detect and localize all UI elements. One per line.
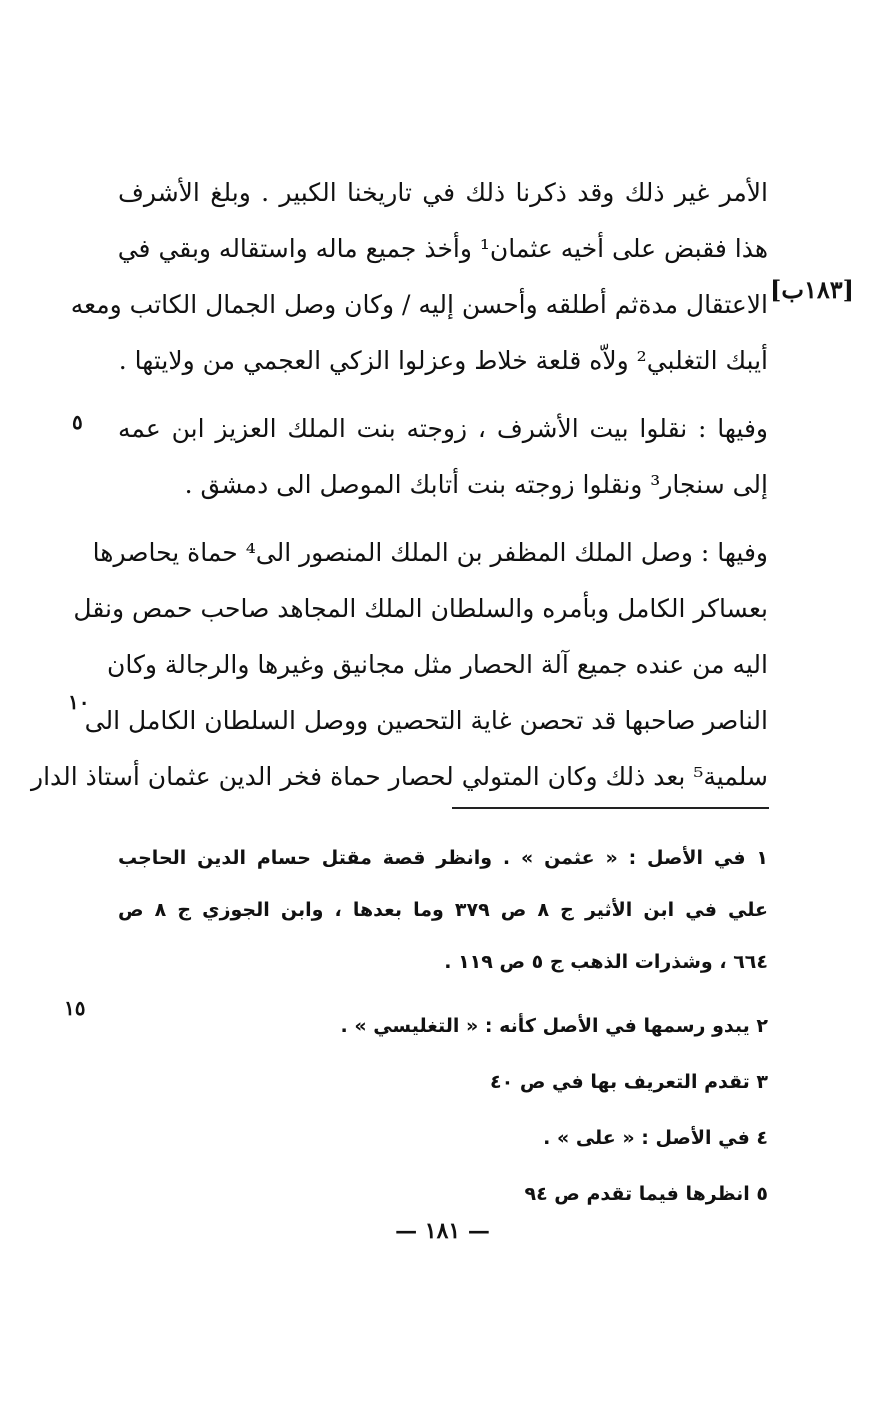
- line-number-5: ٥: [72, 410, 83, 434]
- text-line: وفيها : نقلوا بيت الأشرف ، زوجته بنت الملك العزيز ابن عمه: [118, 414, 768, 443]
- text-line: سلمية⁵ بعد ذلك وكان المتولي لحصار حماة فخر الدين عثمان أستاذ الدار: [31, 762, 768, 791]
- footnote-4: ٤ في الأصل : « على » .: [543, 1127, 768, 1149]
- text-line: هذا فقبض على أخيه عثمان¹ وأخذ جميع ماله واستقاله وبقي في: [117, 234, 768, 263]
- footnote-3: ٣ تقدم التعريف بها في ص ٤٠: [490, 1071, 768, 1093]
- text-line: وفيها : وصل الملك المظفر بن الملك المنصور الى⁴ حماة يحاصرها: [92, 538, 768, 567]
- text-line: إلى سنجار³ ونقلوا زوجته بنت أتابك الموصل الى دمشق .: [184, 470, 768, 499]
- footnote-2: ٢ يبدو رسمها في الأصل كأنه : « التغليسي » .: [340, 1015, 768, 1037]
- line-number-10: ١٠: [68, 690, 90, 714]
- footnote-line: ١ في الأصل : « عثمن » . وانظر قصة مقتل حسام الدين الحاجب: [118, 847, 768, 869]
- paragraph-2: [118, 401, 768, 513]
- footnote-5: ٥ انظرها فيما تقدم ص ٩٤: [524, 1183, 768, 1205]
- manuscript-folio-marker: [١٨٣ب]: [770, 275, 854, 304]
- footnote-divider: [452, 807, 769, 809]
- text-line: اليه من عنده جميع آلة الحصار مثل مجانيق وغيرها والرجالة وكان: [107, 650, 768, 679]
- footnote-1: [118, 832, 768, 988]
- text-line: الناصر صاحبها قد تحصن غاية التحصين ووصل السلطان الكامل الى: [84, 706, 768, 735]
- footnotes: [118, 832, 768, 1222]
- text-line: بعساكر الكامل وبأمره والسلطان الملك المجاهد صاحب حمص ونقل: [73, 594, 768, 623]
- paragraph-1: [70, 165, 768, 389]
- text-line: الاعتقال مدةثم أطلقه وأحسن إليه / وكان وصل الجمال الكاتب ومعه: [70, 290, 768, 319]
- footnote-line: علي في ابن الأثير ج ٨ ص ٣٧٩ وما بعدها ، وابن الجوزي ج ٨ ص: [118, 899, 768, 921]
- line-number-15: ١٥: [64, 996, 86, 1020]
- text-line: الأمر غير ذلك وقد ذكرنا ذلك في تاريخنا الكبير . وبلغ الأشرف: [118, 178, 768, 207]
- page-number: — ١٨١ —: [395, 1218, 490, 1244]
- footnote-line: ٦٦٤ ، وشذرات الذهب ج ٥ ص ١١٩ .: [444, 951, 768, 973]
- text-line: أيبك التغلبي² ولاّه قلعة خلاط وعزلوا الزكي العجمي من ولايتها .: [118, 346, 768, 375]
